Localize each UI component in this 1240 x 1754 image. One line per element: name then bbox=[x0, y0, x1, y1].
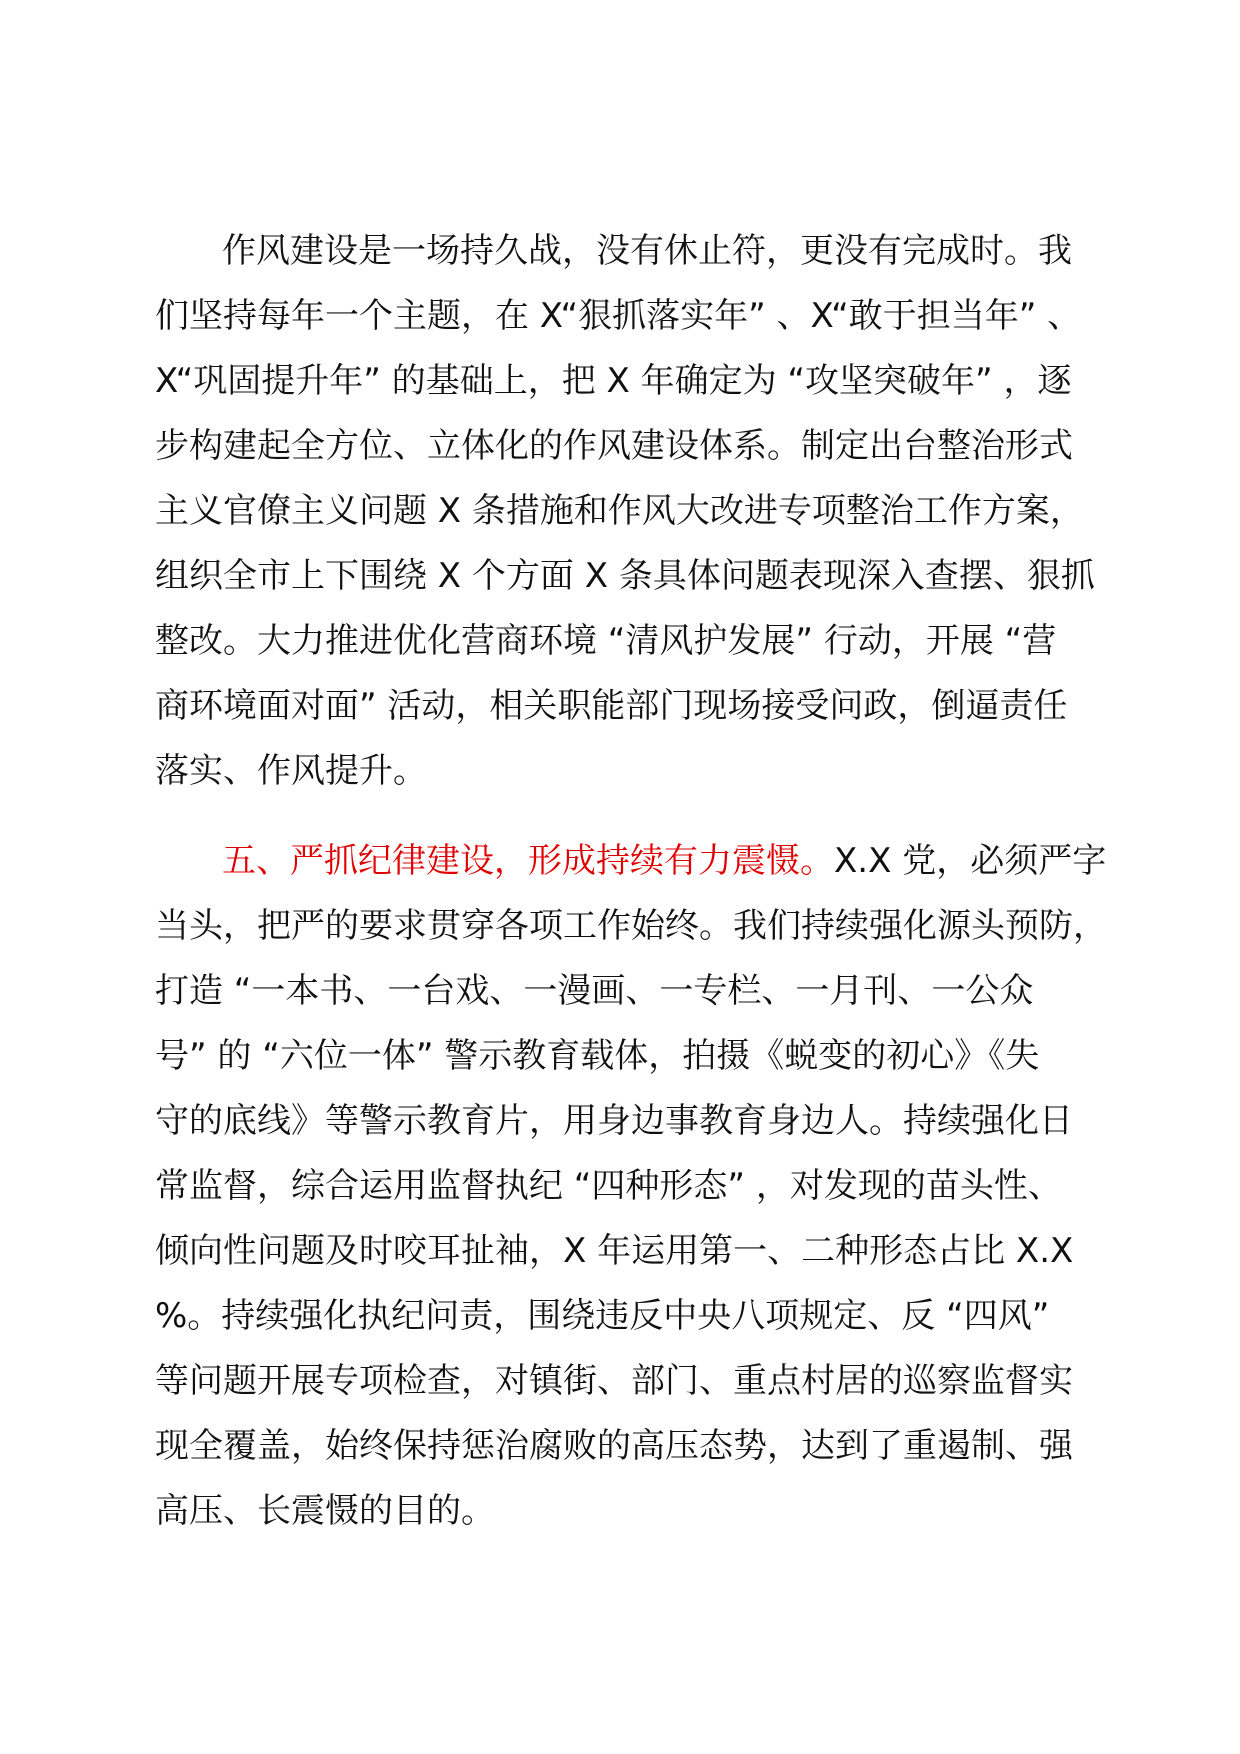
paragraph-line: 号” 的 “六位一体” 警示教育载体，拍摄《蜕变的初心》《失 bbox=[155, 1036, 1040, 1076]
paragraph-work-style bbox=[155, 219, 1095, 804]
paragraph-line: 倾向性问题及时咬耳扯袖，X 年运用第一、二种形态占比 X.X bbox=[155, 1231, 1074, 1271]
paragraph-line: %。持续强化执纪问责，围绕违反中央八项规定、反 “四风” bbox=[155, 1296, 1050, 1336]
paragraph-line: 当头，把严的要求贯穿各项工作始终。我们持续强化源头预防， bbox=[155, 906, 1107, 946]
paragraph-line: 落实、作风提升。 bbox=[155, 751, 427, 791]
paragraph-line: 高压、长震慑的目的。 bbox=[155, 1491, 495, 1531]
paragraph-line: 商环境面对面” 活动，相关职能部门现场接受问政，倒逼责任 bbox=[155, 686, 1068, 726]
paragraph-line: 作风建设是一场持久战，没有休止符，更没有完成时。我 bbox=[222, 231, 1072, 271]
paragraph-line: 守的底线》等警示教育片，用身边事教育身边人。持续强化日 bbox=[155, 1101, 1073, 1141]
paragraph-line: 整改。大力推进优化营商环境 “清风护发展” 行动，开展 “营 bbox=[155, 621, 1057, 661]
paragraph-line: 打造 “一本书、一台戏、一漫画、一专栏、一月刊、一公众 bbox=[155, 971, 1034, 1011]
paragraph-first-line bbox=[155, 829, 1107, 894]
paragraph-line: X“巩固提升年” 的基础上，把 X 年确定为 “攻坚突破年” ，逐 bbox=[155, 361, 1072, 401]
paragraph-discipline bbox=[155, 829, 1107, 1544]
paragraph-line: 组织全市上下围绕 X 个方面 X 条具体问题表现深入查摆、狠抓 bbox=[155, 556, 1095, 596]
paragraph-line: 等问题开展专项检查，对镇街、部门、重点村居的巡察监督实 bbox=[155, 1361, 1073, 1401]
heading-trailing-text: X.X 党，必须严字 bbox=[834, 841, 1107, 881]
paragraph-line: 们坚持每年一个主题，在 X“狠抓落实年” 、X“敢于担当年” 、 bbox=[155, 296, 1082, 336]
paragraph-line: 常监督，综合运用监督执纪 “四种形态” ，对发现的苗头性、 bbox=[155, 1166, 1062, 1206]
paragraph-line: 主义官僚主义问题 X 条措施和作风大改进专项整治工作方案， bbox=[155, 491, 1084, 531]
section-heading: 五、严抓纪律建设，形成持续有力震慑。 bbox=[222, 841, 834, 881]
paragraph-line: 现全覆盖，始终保持惩治腐败的高压态势，达到了重遏制、强 bbox=[155, 1426, 1073, 1466]
paragraph-line: 步构建起全方位、立体化的作风建设体系。制定出台整治形式 bbox=[155, 426, 1073, 466]
